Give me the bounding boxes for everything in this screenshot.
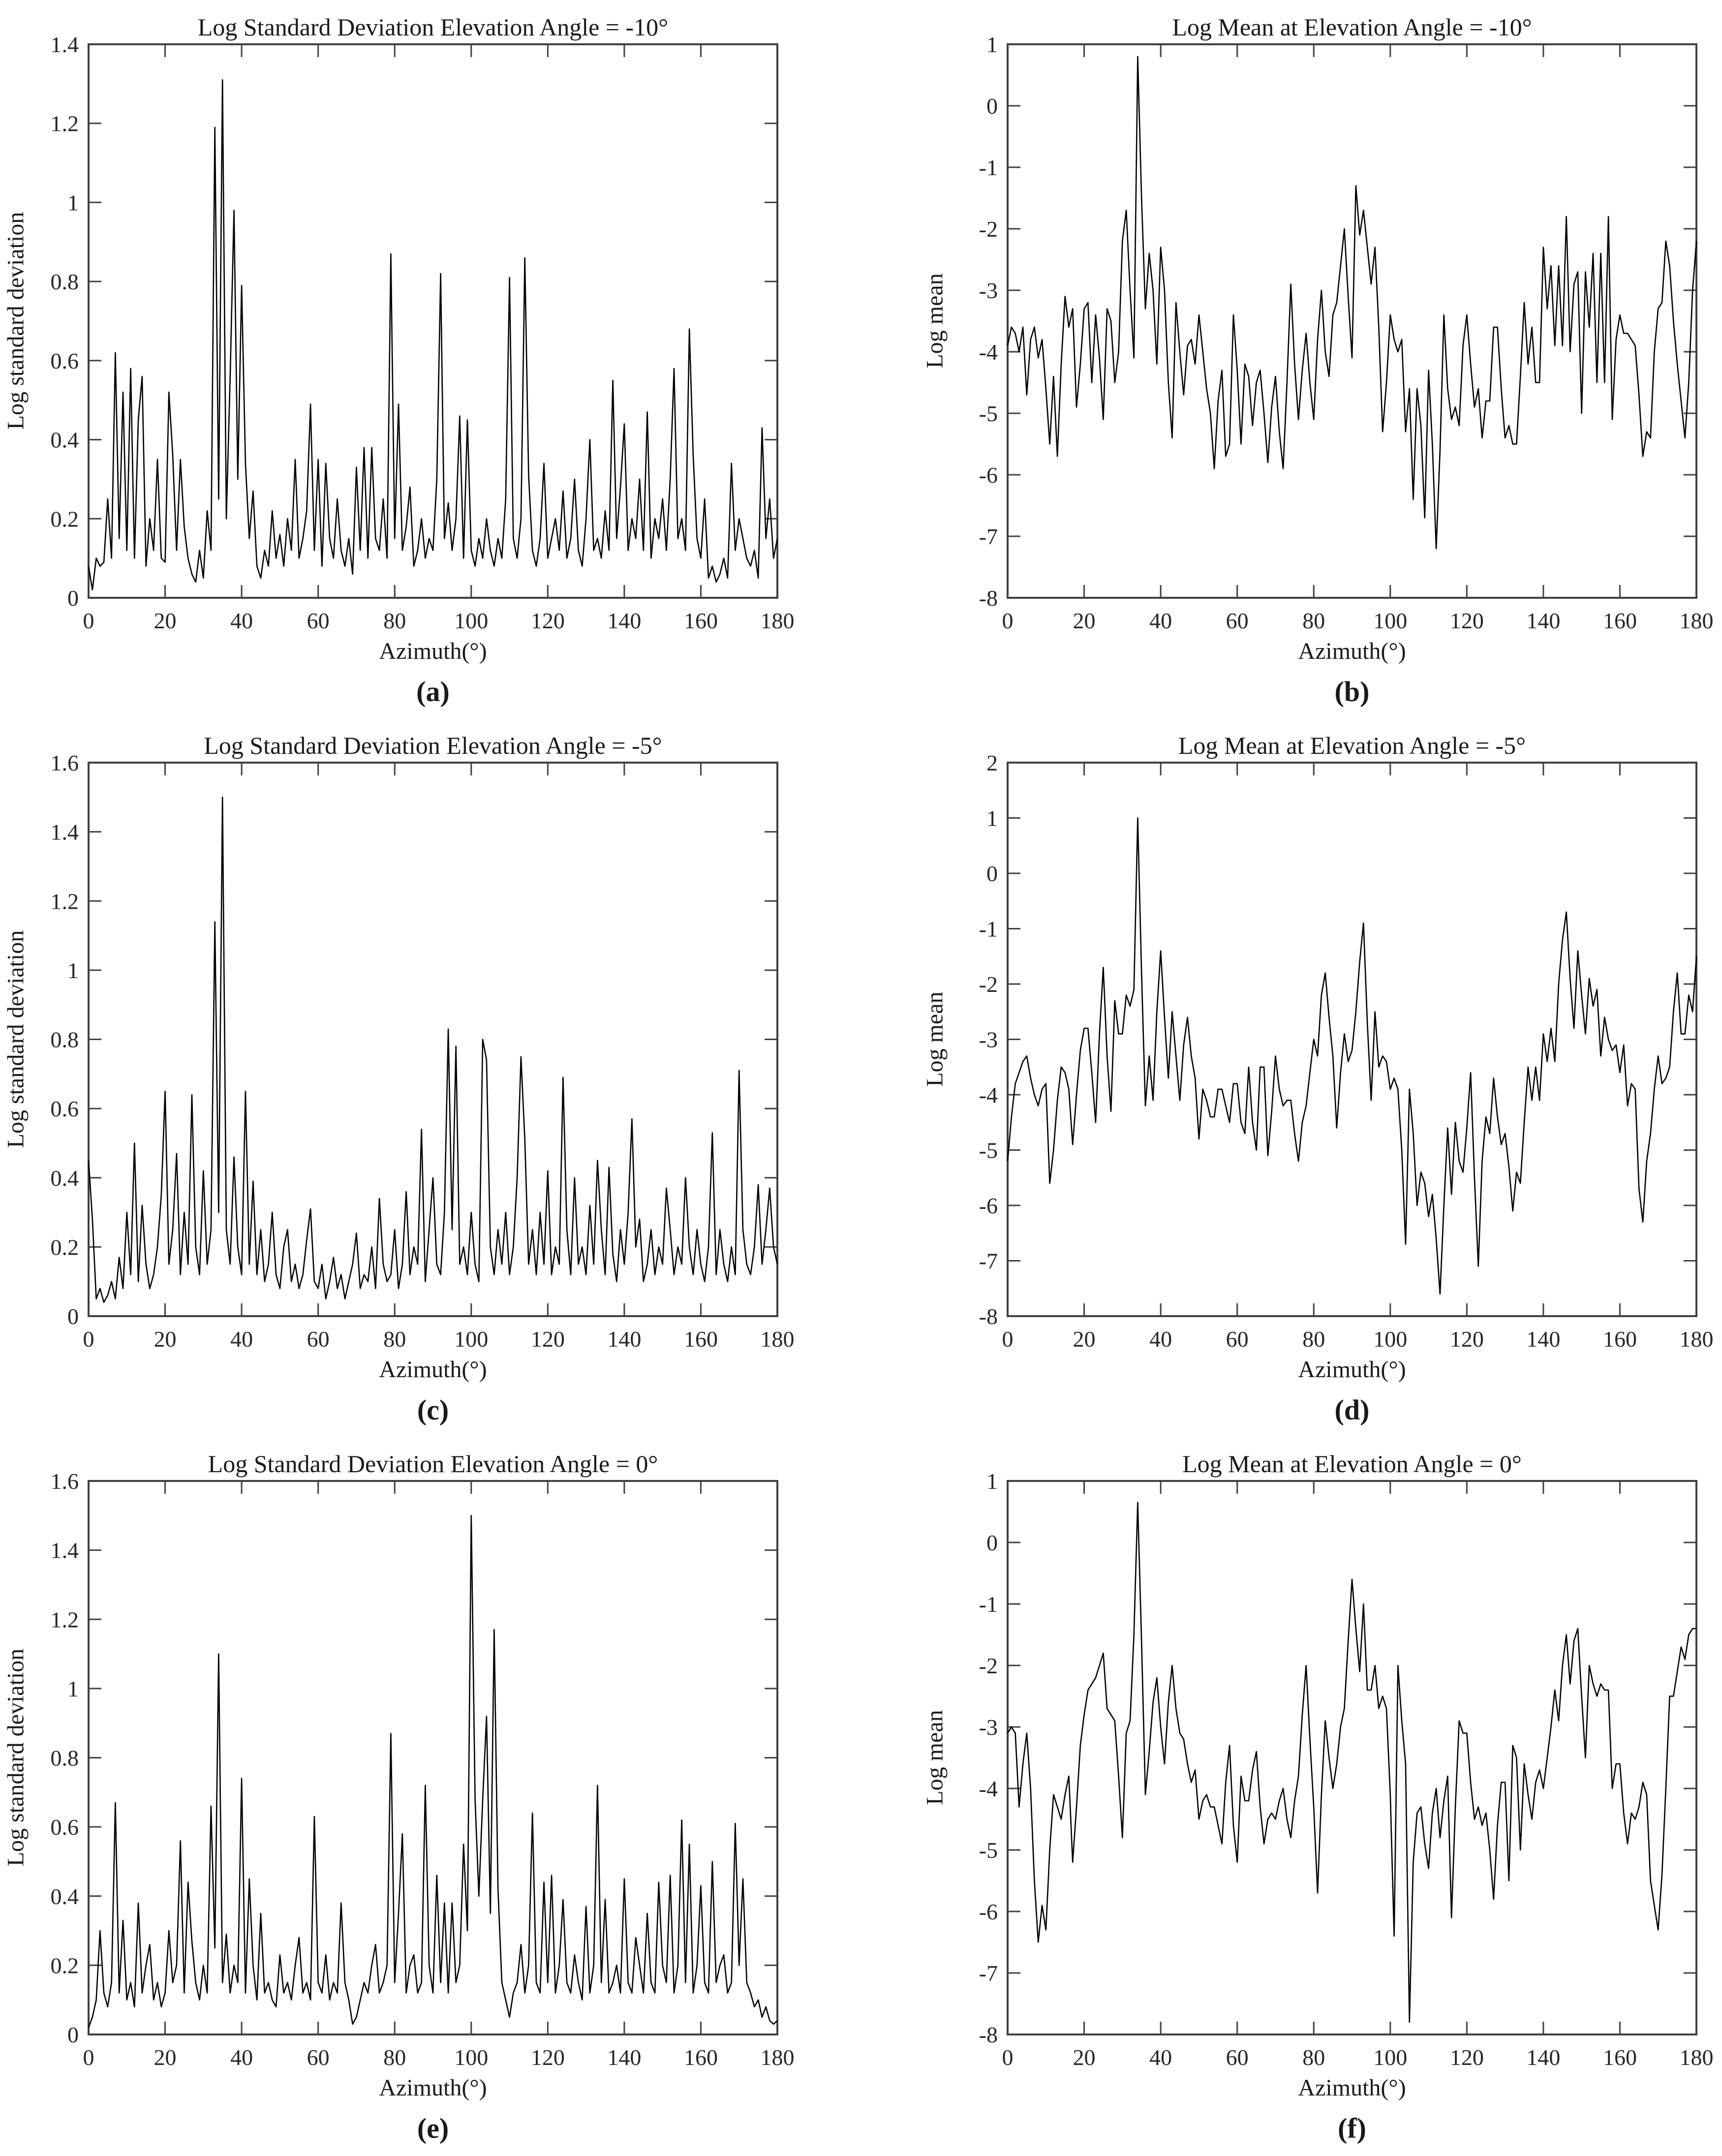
- svg-text:1.2: 1.2: [50, 889, 79, 914]
- svg-text:-5: -5: [979, 1838, 998, 1863]
- svg-text:-8: -8: [979, 1304, 998, 1329]
- svg-text:120: 120: [530, 2045, 565, 2070]
- svg-text:100: 100: [1373, 1326, 1408, 1352]
- svg-text:100: 100: [454, 1326, 489, 1352]
- svg-text:0.4: 0.4: [50, 1165, 79, 1191]
- svg-text:1: 1: [986, 805, 998, 831]
- svg-text:1.2: 1.2: [50, 1607, 79, 1632]
- svg-text:120: 120: [530, 608, 565, 633]
- chart-title-b: Log Mean at Elevation Angle = -10°: [1172, 13, 1532, 41]
- svg-text:140: 140: [607, 1326, 642, 1352]
- svg-text:60: 60: [1226, 608, 1249, 633]
- svg-text:160: 160: [683, 2045, 718, 2070]
- svg-text:-5: -5: [979, 401, 998, 426]
- svg-text:180: 180: [760, 1326, 795, 1352]
- svg-text:-6: -6: [979, 462, 998, 488]
- svg-text:-6: -6: [979, 1193, 998, 1218]
- svg-text:120: 120: [1449, 1326, 1484, 1352]
- chart-title-a: Log Standard Deviation Elevation Angle = -10°: [197, 13, 669, 41]
- svg-text:60: 60: [307, 1326, 330, 1352]
- svg-text:140: 140: [1526, 608, 1561, 633]
- svg-text:80: 80: [1302, 608, 1325, 633]
- svg-text:20: 20: [1073, 2045, 1096, 2070]
- svg-text:140: 140: [1526, 2045, 1561, 2070]
- svg-text:0.2: 0.2: [50, 1234, 79, 1260]
- series-line-b: [1008, 57, 1696, 549]
- plot-area-b: [861, 0, 1722, 718]
- svg-text:120: 120: [1449, 608, 1484, 633]
- svg-text:60: 60: [307, 608, 330, 633]
- svg-text:0.8: 0.8: [50, 1027, 79, 1052]
- series-line-e: [89, 1515, 777, 2028]
- subplot-caption-b: (b): [1334, 676, 1370, 708]
- series-line-a: [89, 80, 777, 590]
- svg-text:-2: -2: [979, 972, 998, 997]
- svg-text:100: 100: [454, 608, 489, 633]
- chart-title-e: Log Standard Deviation Elevation Angle = 0°: [208, 1450, 658, 1478]
- svg-text:1.4: 1.4: [50, 1538, 79, 1563]
- plot-area-a: [0, 0, 861, 718]
- svg-text:60: 60: [1226, 1326, 1249, 1352]
- svg-text:140: 140: [607, 2045, 642, 2070]
- svg-text:-3: -3: [979, 1027, 998, 1052]
- svg-text:-8: -8: [979, 2022, 998, 2047]
- svg-text:80: 80: [1302, 2045, 1325, 2070]
- svg-text:0.6: 0.6: [50, 348, 79, 373]
- svg-text:-1: -1: [979, 155, 998, 180]
- svg-text:0.6: 0.6: [50, 1815, 79, 1840]
- svg-text:-3: -3: [979, 1715, 998, 1740]
- svg-text:100: 100: [1373, 2045, 1408, 2070]
- svg-text:-3: -3: [979, 278, 998, 303]
- svg-text:20: 20: [1073, 1326, 1096, 1352]
- svg-text:80: 80: [383, 2045, 406, 2070]
- series-line-f: [1008, 1503, 1696, 2022]
- y-axis-label-e: Log standard deviation: [2, 1648, 29, 1867]
- svg-text:160: 160: [683, 1326, 718, 1352]
- svg-text:0.4: 0.4: [50, 1883, 79, 1909]
- svg-text:180: 180: [760, 2045, 795, 2070]
- svg-text:80: 80: [1302, 1326, 1325, 1352]
- y-axis-label-a: Log standard deviation: [2, 212, 29, 430]
- svg-text:180: 180: [760, 608, 795, 633]
- svg-text:0: 0: [1002, 608, 1014, 633]
- subplot-c: [0, 718, 861, 1437]
- chart-title-d: Log Mean at Elevation Angle = -5°: [1178, 732, 1526, 759]
- svg-text:1: 1: [67, 190, 79, 216]
- svg-text:40: 40: [230, 2045, 253, 2070]
- svg-text:160: 160: [1602, 608, 1637, 633]
- y-axis-label-d: Log mean: [922, 991, 948, 1087]
- svg-text:0: 0: [83, 608, 94, 633]
- svg-text:0.2: 0.2: [50, 1953, 79, 1978]
- x-axis-label-d: Azimuth(°): [1298, 1356, 1406, 1383]
- plot-area-f: [861, 1437, 1722, 2155]
- y-axis-label-b: Log mean: [922, 273, 948, 369]
- svg-text:1.4: 1.4: [50, 819, 79, 845]
- x-axis-label-a: Azimuth(°): [379, 638, 487, 664]
- x-axis-label-c: Azimuth(°): [379, 1356, 487, 1383]
- svg-text:80: 80: [383, 1326, 406, 1352]
- svg-text:20: 20: [154, 608, 177, 633]
- svg-text:120: 120: [1449, 2045, 1484, 2070]
- chart-title-c: Log Standard Deviation Elevation Angle = -5°: [204, 732, 662, 759]
- x-axis-label-b: Azimuth(°): [1298, 638, 1406, 664]
- subplot-a: [0, 0, 861, 718]
- svg-text:40: 40: [1149, 2045, 1172, 2070]
- svg-text:180: 180: [1679, 608, 1714, 633]
- y-axis-label-f: Log mean: [922, 1710, 948, 1805]
- svg-text:-4: -4: [979, 1082, 998, 1108]
- svg-text:0: 0: [986, 1530, 998, 1555]
- svg-text:0.8: 0.8: [50, 1745, 79, 1771]
- svg-text:-2: -2: [979, 1653, 998, 1678]
- y-axis-label-c: Log standard deviation: [2, 930, 29, 1148]
- x-axis-label-e: Azimuth(°): [379, 2075, 487, 2101]
- svg-text:1: 1: [67, 957, 79, 983]
- svg-text:-5: -5: [979, 1138, 998, 1163]
- svg-text:1: 1: [67, 1676, 79, 1701]
- svg-text:0: 0: [1002, 2045, 1014, 2070]
- svg-text:20: 20: [1073, 608, 1096, 633]
- subplot-caption-a: (a): [416, 676, 450, 708]
- svg-text:0: 0: [1002, 1326, 1014, 1352]
- svg-text:180: 180: [1679, 2045, 1714, 2070]
- series-line-c: [89, 797, 777, 1302]
- svg-text:0.6: 0.6: [50, 1096, 79, 1122]
- svg-text:0: 0: [67, 585, 79, 611]
- subplot-caption-e: (e): [417, 2112, 449, 2144]
- svg-text:60: 60: [307, 2045, 330, 2070]
- svg-text:160: 160: [683, 608, 718, 633]
- svg-text:60: 60: [1226, 2045, 1249, 2070]
- svg-text:40: 40: [1149, 608, 1172, 633]
- subplot-f: [861, 1437, 1722, 2155]
- svg-text:160: 160: [1602, 1326, 1637, 1352]
- subplot-b: [861, 0, 1722, 718]
- svg-text:-4: -4: [979, 1776, 998, 1801]
- x-axis-label-f: Azimuth(°): [1298, 2075, 1406, 2101]
- svg-text:-2: -2: [979, 216, 998, 242]
- svg-text:1: 1: [986, 32, 998, 57]
- svg-text:-7: -7: [979, 1248, 998, 1274]
- series-line-d: [1008, 818, 1696, 1294]
- subplot-caption-f: (f): [1338, 2112, 1366, 2144]
- svg-text:1.2: 1.2: [50, 111, 79, 136]
- svg-text:0: 0: [986, 93, 998, 119]
- subplot-caption-d: (d): [1334, 1394, 1370, 1426]
- plot-area-c: [0, 718, 861, 1437]
- svg-text:20: 20: [154, 2045, 177, 2070]
- subplot-d: [861, 718, 1722, 1437]
- svg-text:1.6: 1.6: [50, 750, 79, 775]
- svg-text:-1: -1: [979, 916, 998, 942]
- svg-text:40: 40: [1149, 1326, 1172, 1352]
- svg-text:0: 0: [67, 2022, 79, 2047]
- svg-text:100: 100: [454, 2045, 489, 2070]
- svg-text:2: 2: [986, 750, 998, 775]
- svg-text:-8: -8: [979, 585, 998, 611]
- svg-text:20: 20: [154, 1326, 177, 1352]
- plot-area-d: [861, 718, 1722, 1437]
- svg-text:-1: -1: [979, 1592, 998, 1617]
- svg-text:160: 160: [1602, 2045, 1637, 2070]
- svg-text:-6: -6: [979, 1899, 998, 1924]
- svg-text:1.6: 1.6: [50, 1469, 79, 1494]
- svg-text:0.2: 0.2: [50, 506, 79, 532]
- svg-text:120: 120: [530, 1326, 565, 1352]
- svg-text:0: 0: [986, 861, 998, 886]
- chart-title-f: Log Mean at Elevation Angle = 0°: [1182, 1450, 1522, 1478]
- svg-text:0: 0: [83, 2045, 94, 2070]
- svg-text:0.8: 0.8: [50, 269, 79, 295]
- subplot-e: [0, 1437, 861, 2155]
- svg-text:1: 1: [986, 1469, 998, 1494]
- svg-text:-7: -7: [979, 524, 998, 549]
- svg-text:0: 0: [67, 1304, 79, 1329]
- svg-text:-4: -4: [979, 339, 998, 365]
- svg-text:0: 0: [83, 1326, 94, 1352]
- svg-text:140: 140: [1526, 1326, 1561, 1352]
- svg-text:180: 180: [1679, 1326, 1714, 1352]
- plot-area-e: [0, 1437, 861, 2155]
- svg-text:140: 140: [607, 608, 642, 633]
- svg-text:40: 40: [230, 608, 253, 633]
- subplot-caption-c: (c): [417, 1394, 449, 1426]
- svg-text:1.4: 1.4: [50, 32, 79, 57]
- svg-text:40: 40: [230, 1326, 253, 1352]
- svg-text:-7: -7: [979, 1961, 998, 1986]
- svg-text:100: 100: [1373, 608, 1408, 633]
- svg-text:0.4: 0.4: [50, 427, 79, 453]
- svg-text:80: 80: [383, 608, 406, 633]
